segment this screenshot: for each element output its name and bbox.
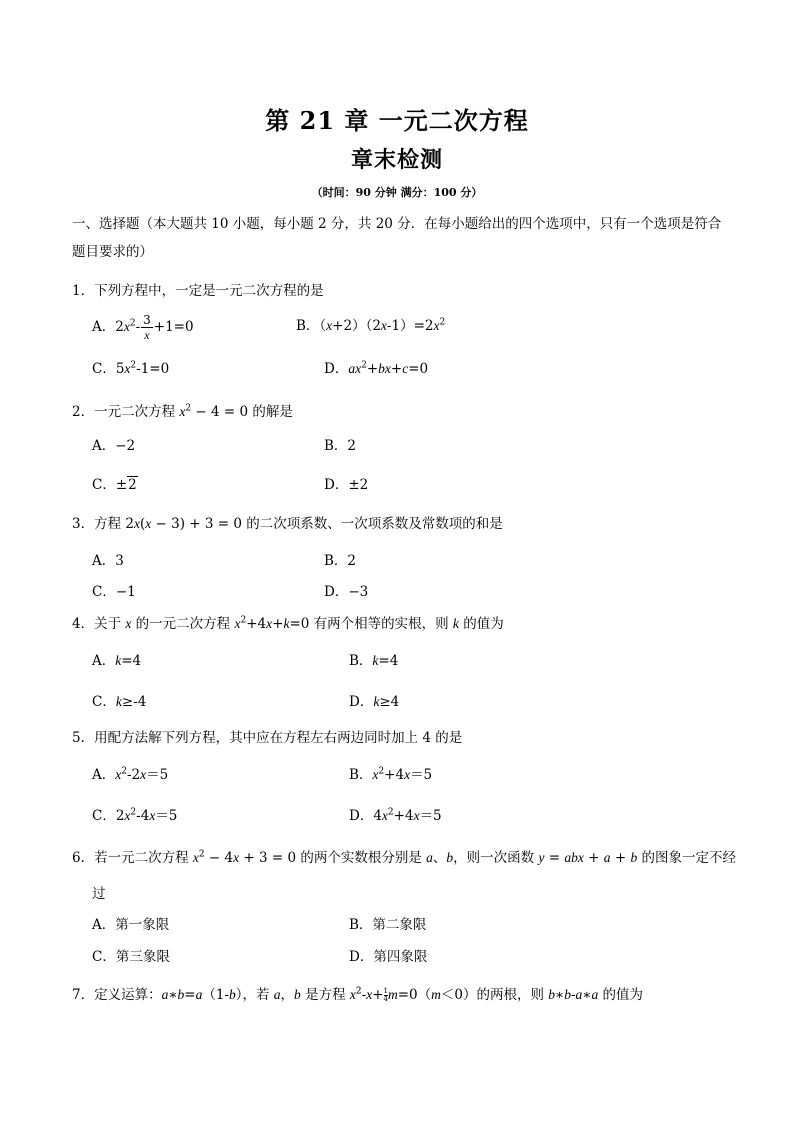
- question-5-option-c: C．$2x^2-4x=5$: [92, 807, 178, 824]
- chapter-title: 第 21 章 一元二次方程: [265, 106, 529, 135]
- question-6-option-c: C．第三象限: [92, 949, 170, 965]
- question-2-option-c: C．±2: [92, 477, 137, 493]
- question-4-option-c: C．k≥-4: [92, 694, 147, 710]
- question-7-stem: 7．定义运算：a∗b=a（1-b），若 a，b 是方程 $x^2-x+$ $\frac{1}{4}$ m=0（m＜0）的两根，则 b∗b-a∗a 的值为: [72, 986, 643, 1003]
- question-3-stem: 3．方程 2x(x − 3) + 3 = 0 的二次项系数、一次项系数及常数项的和是: [72, 516, 503, 532]
- section-heading: 一、选择题（本大题共 10 小题，每小题 2 分，共 20 分．在每小题给出的四个选项中，只有一个选项是符合题目要求的）: [72, 216, 722, 260]
- question-5-option-b: B．$x^2+4x=5$: [349, 766, 433, 783]
- question-3-option-c: C．−1: [92, 584, 136, 600]
- question-3-option-a: A．3: [92, 553, 124, 569]
- question-6-option-d: D．第四象限: [349, 949, 428, 965]
- question-6-option-b: B．第二象限: [349, 917, 427, 933]
- question-1-option-c: C．$5x^2-1=0$: [92, 360, 170, 377]
- question-4-stem: 4．关于 x 的一元二次方程 $x^2+4x+k=0$ 有两个相等的实根，则 k 的值为: [72, 615, 504, 632]
- exam-meta: （时间：90 分钟 满分：100 分）: [311, 186, 483, 199]
- question-1-option-a: A．$2x^2-$ $\frac{3}{x}$ +1=0: [92, 313, 194, 342]
- question-4-option-b: B．k=4: [349, 653, 399, 669]
- question-2-option-d: D．±2: [324, 477, 369, 493]
- question-3-option-d: D．−3: [324, 584, 369, 600]
- question-4-option-d: D．k≥4: [349, 694, 400, 710]
- question-6-stem-continued: 过: [92, 886, 106, 902]
- question-1-option-b: B．$(x+2)(2x-1)=2x^2$: [296, 317, 446, 334]
- question-5-stem: 5．用配方法解下列方程，其中应在方程左右两边同时加上 4 的是: [72, 730, 463, 746]
- question-6-stem: 6．若一元二次方程 $x^2 - 4x + 3 = 0$ 的两个实数根分别是 a、b，则一次函数 y = abx + a + b 的图象一定不经: [72, 849, 736, 866]
- question-5-option-d: D．$4x^2+4x=5$: [349, 807, 442, 824]
- question-2-option-b: B．2: [324, 438, 357, 454]
- question-1-stem: 1．下列方程中，一定是一元二次方程的是: [72, 283, 324, 299]
- question-1-option-d: D．$ax^2+bx+c=0$: [324, 360, 429, 377]
- question-4-option-a: A．k=4: [92, 653, 142, 669]
- question-3-option-b: B．2: [324, 553, 357, 569]
- page-subtitle: 章末检测: [350, 147, 443, 173]
- question-6-option-a: A．第一象限: [92, 917, 170, 933]
- question-2-option-a: A．−2: [92, 438, 136, 454]
- question-2-stem: 2．一元二次方程 $x^2 - 4 = 0$ 的解是: [72, 403, 293, 420]
- question-5-option-a: A．$x^2-2x=5$: [92, 766, 169, 783]
